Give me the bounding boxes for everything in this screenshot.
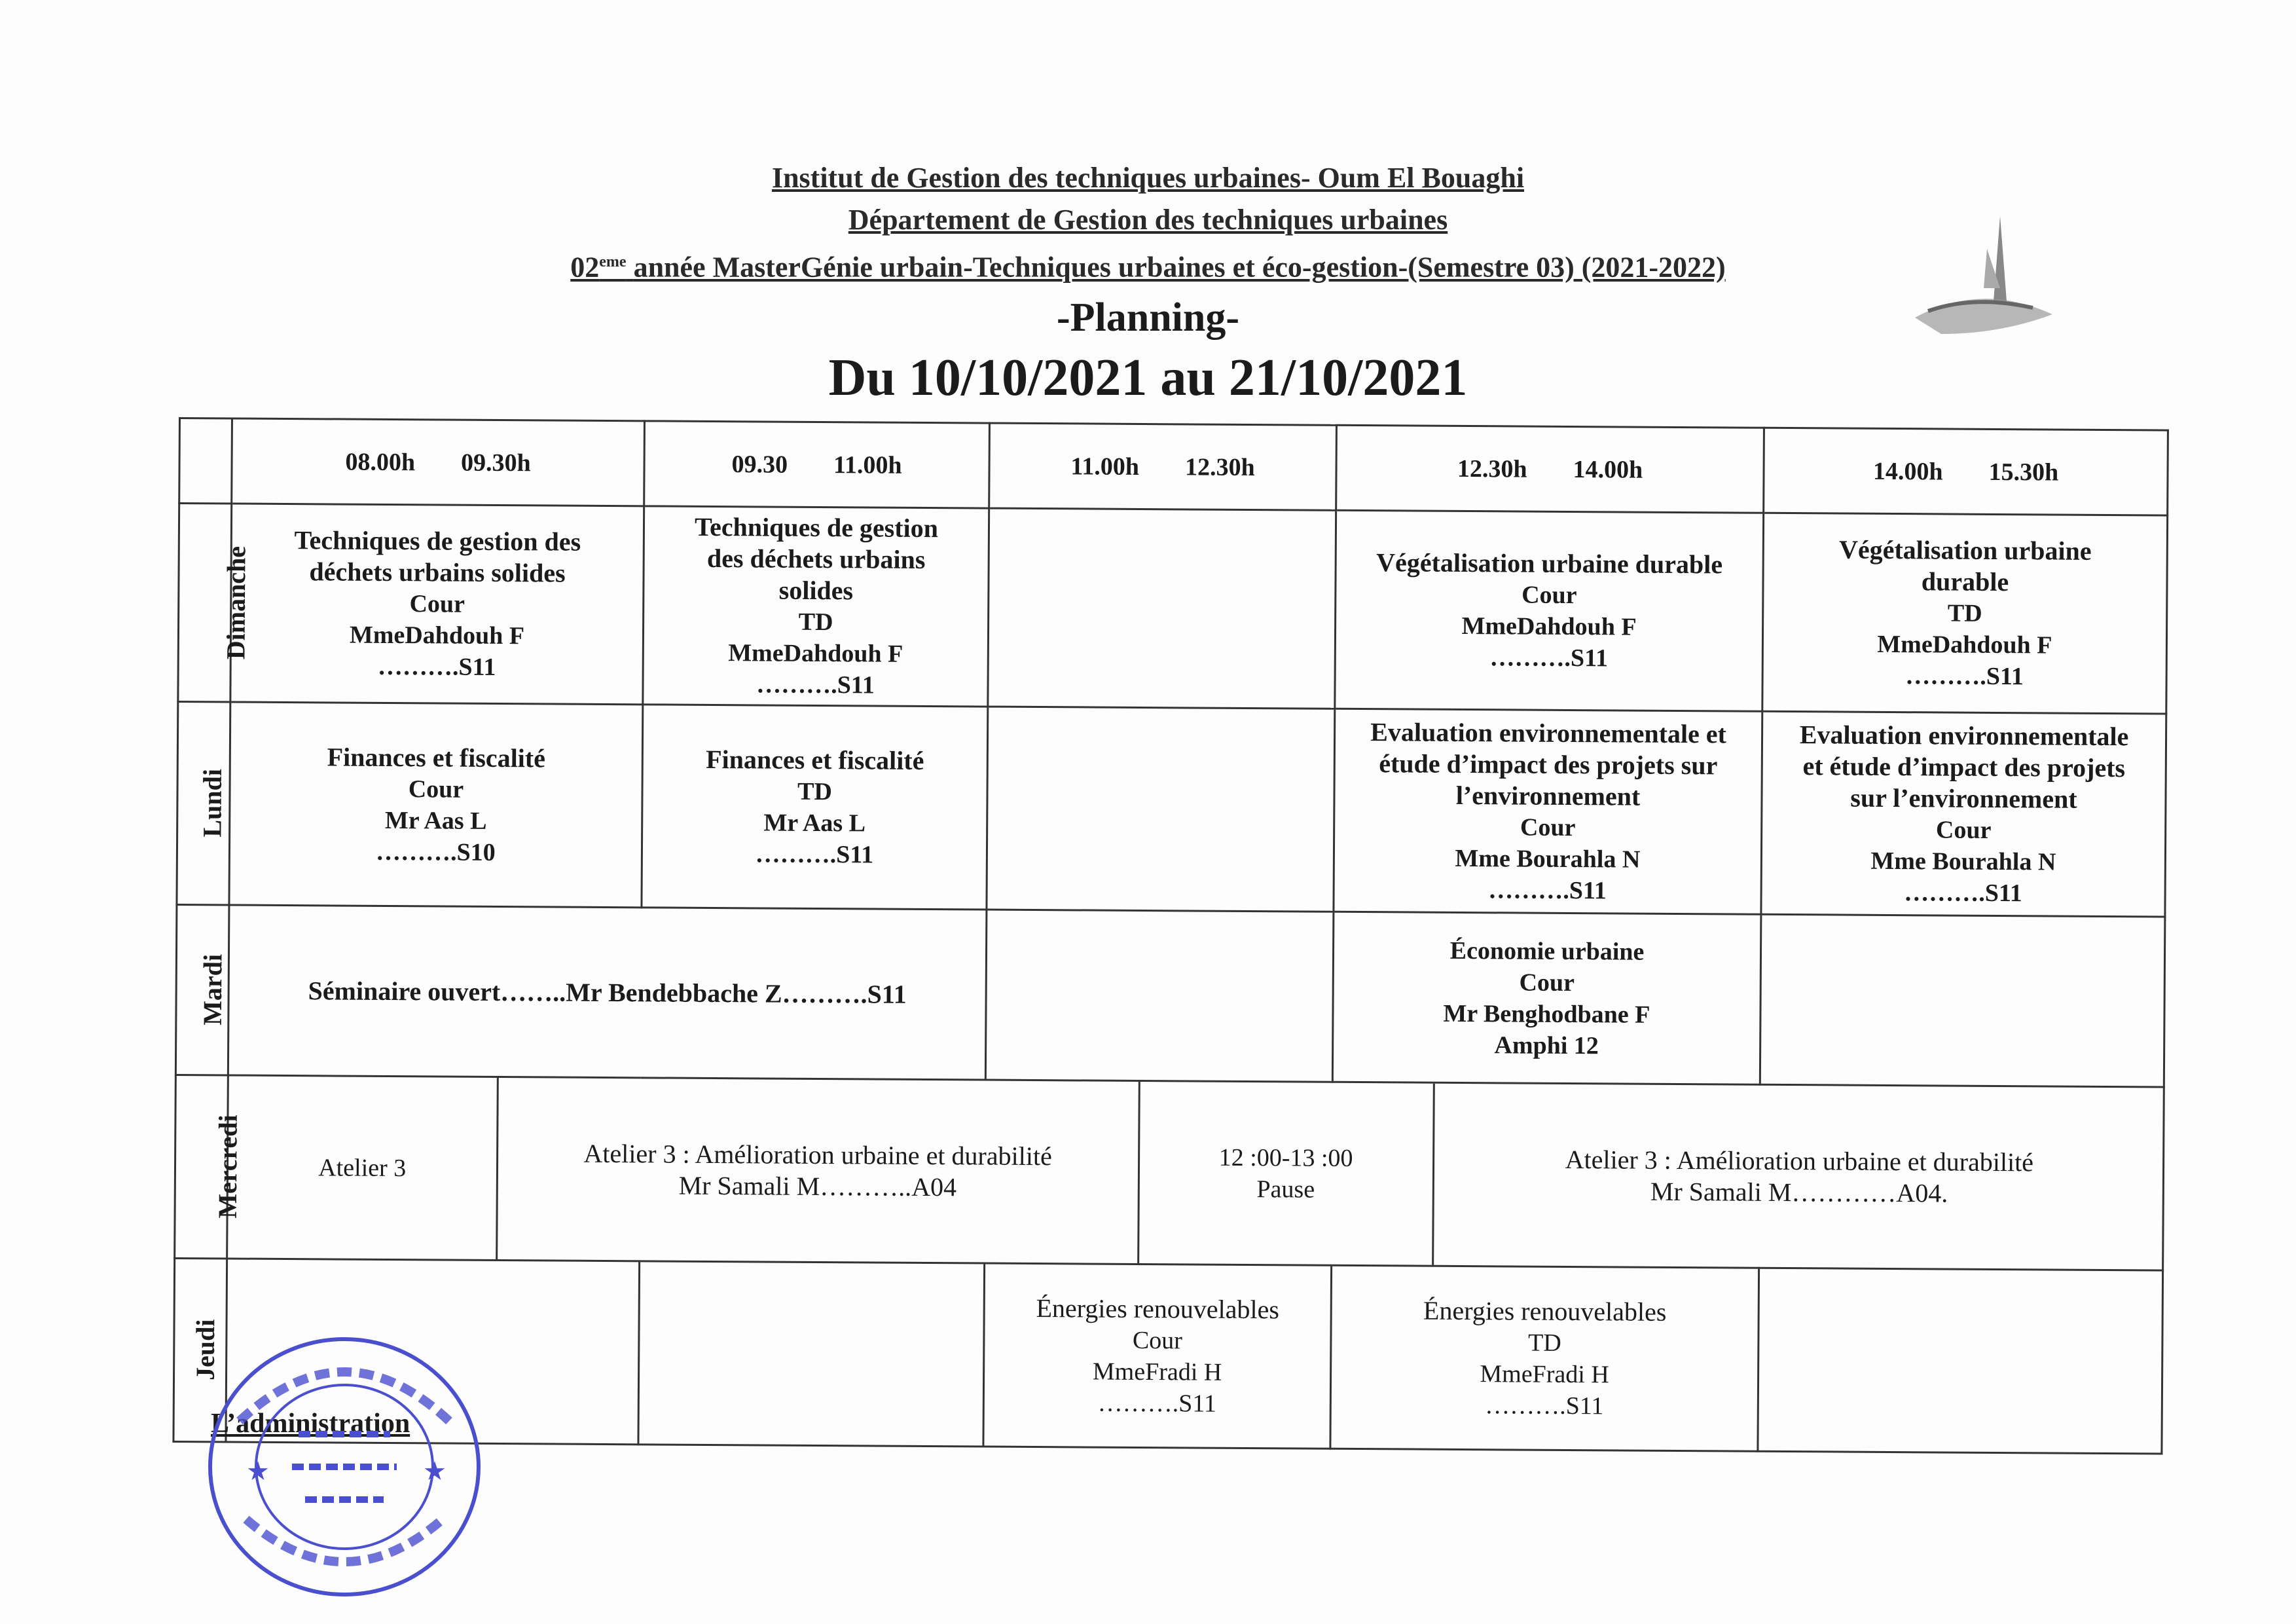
mercredi-subtable xyxy=(228,1076,2165,1269)
session-cell: Finances et fiscalité Cour Mr Aas L ……….S10 xyxy=(229,702,643,908)
day-mercredi: Mercredi xyxy=(175,1075,228,1258)
atelier-short-cell: Atelier 3 xyxy=(228,1076,498,1259)
svg-text:★: ★ xyxy=(246,1456,270,1486)
official-stamp-icon xyxy=(200,1329,488,1604)
day-dimanche: Dimanche xyxy=(178,504,232,702)
session-cell: Énergies renouvelables TD MmeFradi H ……….S11 xyxy=(1330,1265,1759,1451)
session-cell: Végétalisation urbaine durable Cour MmeDahdouh F ……….S11 xyxy=(1335,510,1764,711)
pause-cell: 12 :00-13 :00 Pause xyxy=(1138,1082,1434,1265)
schedule-table xyxy=(172,417,2169,1455)
time-header-row xyxy=(179,418,2168,516)
session-cell: Techniques de gestion des déchets urbains solides TD MmeDahdouh F ……….S11 xyxy=(643,506,989,707)
seminar-cell: Séminaire ouvert……..Mr Bendebbache Z……….S11 xyxy=(228,905,987,1080)
day-mardi: Mardi xyxy=(175,904,229,1075)
session-cell: Techniques de gestion des déchets urbains solides Cour MmeDahdouh F ……….S11 xyxy=(230,504,644,705)
time-slot-1: 08.00h 09.30h xyxy=(232,418,645,506)
period-heading: Du 10/10/2021 au 21/10/2021 xyxy=(828,348,1468,407)
empty-cell xyxy=(985,910,1334,1082)
mercredi-container xyxy=(227,1075,2164,1270)
row-mercredi xyxy=(175,1075,2164,1270)
department-title: Département de Gestion des techniques urbaines xyxy=(848,204,1448,236)
year-prefix: 02 xyxy=(570,251,600,284)
row-lundi xyxy=(177,702,2166,917)
corner-cell xyxy=(179,418,232,504)
session-cell: Evaluation environnementale et étude d’impact des projets sur l’environnement Cour Mme Bourahla N ……….S11 xyxy=(1761,711,2166,917)
empty-cell xyxy=(988,508,1336,709)
atelier-cell: Atelier 3 : Amélioration urbaine et durabilité Mr Samali M………..A04 xyxy=(496,1078,1139,1263)
day-jeudi: Jeudi xyxy=(173,1258,227,1441)
empty-cell xyxy=(638,1261,985,1447)
row-mardi xyxy=(175,904,2165,1087)
empty-cell xyxy=(1760,914,2165,1087)
session-cell: Evaluation environnementale et étude d’impact des projets sur l’environnement Cour Mme Bourahla N ……….S11 xyxy=(1334,709,1762,914)
institute-title: Institut de Gestion des techniques urbaines- Oum El Bouaghi xyxy=(771,162,1525,194)
time-slot-5: 14.00h 15.30h xyxy=(1764,428,2168,515)
empty-cell xyxy=(987,707,1335,912)
time-slot-3: 11.00h 12.30h xyxy=(989,423,1337,510)
university-logo-icon xyxy=(1902,203,2066,347)
planning-heading: -Planning- xyxy=(1056,295,1240,340)
session-cell: Énergies renouvelables Cour MmeFradi H ……….S11 xyxy=(983,1263,1332,1449)
program-text: année MasterGénie urbain-Techniques urbaines et éco-gestion-(Semestre 03) (2021-2022) xyxy=(633,251,1726,284)
session-cell: Économie urbaine Cour Mr Benghodbane F Amphi 12 xyxy=(1332,912,1761,1084)
administration-label: L’administration xyxy=(211,1409,410,1439)
empty-cell xyxy=(1758,1268,2163,1454)
row-dimanche xyxy=(178,504,2168,714)
svg-text:★: ★ xyxy=(423,1456,446,1486)
session-cell: Finances et fiscalité TD Mr Aas L ……….S11 xyxy=(642,705,988,910)
time-slot-4: 12.30h 14.00h xyxy=(1336,425,1764,513)
time-slot-2: 09.30 11.00h xyxy=(644,421,990,508)
day-lundi: Lundi xyxy=(177,702,230,905)
session-cell: Végétalisation urbaine durable TD MmeDahdouh F ……….S11 xyxy=(1762,513,2168,714)
atelier-cell: Atelier 3 : Amélioration urbaine et durabilité Mr Samali M…………A04. xyxy=(1432,1084,2165,1270)
year-superscript: eme xyxy=(599,253,627,270)
